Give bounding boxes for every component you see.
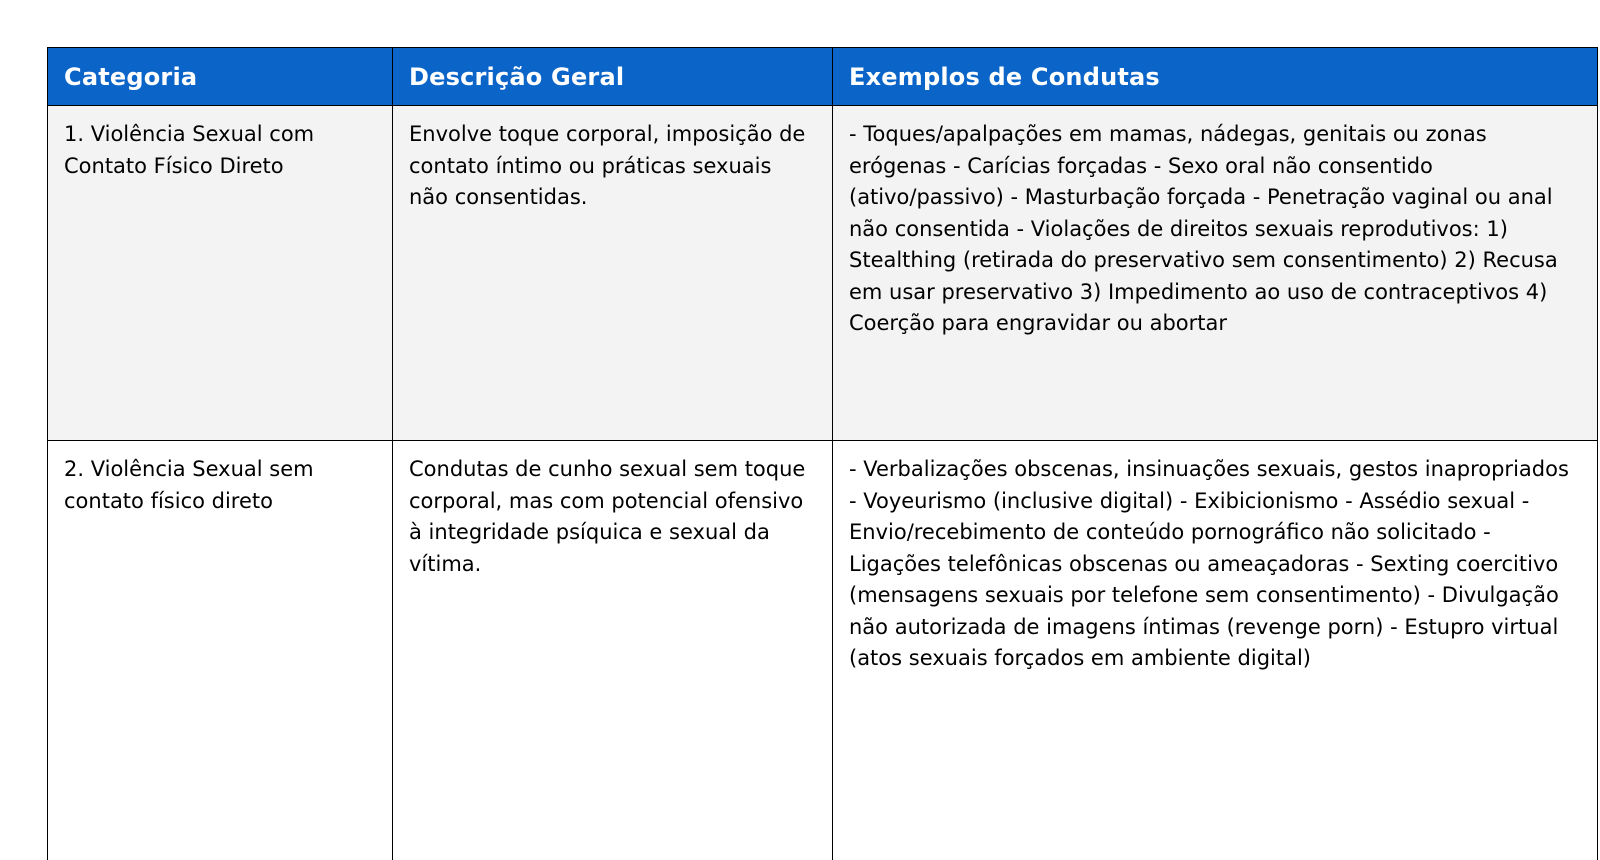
cell-row1-descricao: Envolve toque corporal, imposição de contato íntimo ou práticas sexuais não consentidas.	[393, 106, 833, 441]
cell-row2-categoria: 2. Violência Sexual sem contato físico direto	[48, 441, 393, 860]
cell-row1-categoria: 1. Violência Sexual com Contato Físico Direto	[48, 106, 393, 441]
cell-row2-descricao: Condutas de cunho sexual sem toque corporal, mas com potencial ofensivo à integridade psíquica e sexual da vítima.	[393, 441, 833, 860]
condutas-table	[47, 47, 1598, 860]
header-row	[48, 48, 1598, 106]
table-row-2	[48, 441, 1598, 860]
cell-row2-exemplos: - Verbalizações obscenas, insinuações sexuais, gestos inapropriados - Voyeurismo (inclusive digital) - Exibicionismo - Assédio sexual - Envio/recebimento de conteúdo pornográfico não solicitado - Ligações telefônicas obscenas ou ameaçadoras - Sexting coercitivo (mensagens sexuais por telefone sem consentimento) - Divulgação não autorizada de imagens íntimas (revenge porn) - Estupro virtual (atos sexuais forçados em ambiente digital)	[833, 441, 1598, 860]
cell-row1-exemplos: - Toques/apalpações em mamas, nádegas, genitais ou zonas erógenas - Carícias forçadas - Sexo oral não consentido (ativo/passivo) - Masturbação forçada - Penetração vaginal ou anal não consentida - Violações de direitos sexuais reprodutivos: 1) Stealthing (retirada do preservativo sem consentimento) 2) Recusa em usar preservativo 3) Impedimento ao uso de contraceptivos 4) Coerção para engravidar ou abortar	[833, 106, 1598, 441]
table-row-1	[48, 106, 1598, 441]
table-body	[48, 106, 1598, 860]
column-header-categoria: Categoria	[48, 48, 393, 106]
column-header-descricao-geral: Descrição Geral	[393, 48, 833, 106]
column-header-exemplos-de-condutas: Exemplos de Condutas	[833, 48, 1598, 106]
table-header	[48, 48, 1598, 106]
